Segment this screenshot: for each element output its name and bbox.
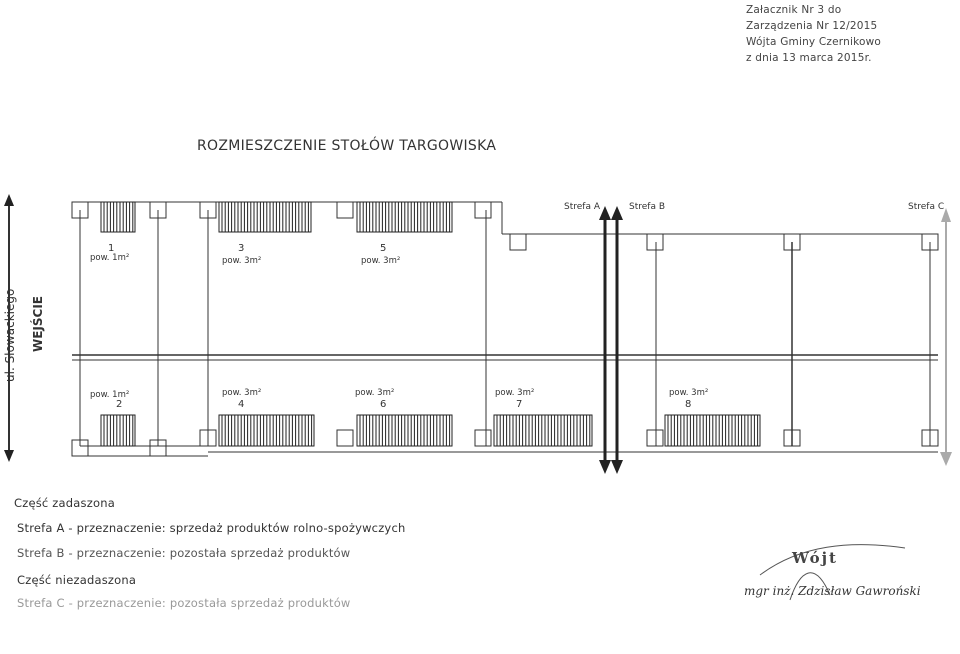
- stall-7-number: 7: [516, 399, 523, 410]
- entrance-arrow-down-icon: [4, 450, 14, 462]
- table-stall-1: [101, 202, 135, 232]
- stall-5-number: 5: [380, 243, 387, 254]
- stall-3-number: 3: [238, 243, 245, 254]
- table-stall-7: [494, 415, 592, 446]
- stall-8-number: 8: [685, 399, 692, 410]
- entrance-label: WEJŚCIE: [31, 295, 45, 352]
- zone-divider: [599, 206, 623, 474]
- table-stall-8: [665, 415, 760, 446]
- legend-zone-a: Strefa A - przeznaczenie: sprzedaż produktów rolno-spożywczych: [17, 521, 406, 535]
- signature-title: Wójt: [792, 549, 838, 567]
- zone-b-label: Strefa B: [629, 202, 665, 212]
- stall-tables: [101, 202, 760, 446]
- header-line-2: Zarządzenia Nr 12/2015: [746, 20, 878, 32]
- diagram-title: ROZMIESZCZENIE STOŁÓW TARGOWISKA: [197, 138, 497, 154]
- stall-7-area: pow. 3m²: [495, 388, 535, 398]
- entrance-arrow-up-icon: [4, 194, 14, 206]
- stall-2-area: pow. 1m²: [90, 390, 130, 400]
- header-line-4: z dnia 13 marca 2015r.: [746, 52, 872, 64]
- zone-arrow-up-icon: [599, 206, 611, 220]
- zone-arrow-down-icon: [599, 460, 611, 474]
- table-stall-4: [219, 415, 314, 446]
- table-stall-5: [357, 202, 452, 232]
- legend-zone-c: Strefa C - przeznaczenie: pozostała sprzedaż produktów: [17, 596, 351, 610]
- stall-6-area: pow. 3m²: [355, 388, 395, 398]
- street-label: ul. Słowackiego: [3, 288, 17, 382]
- stall-8-area: pow. 3m²: [669, 388, 709, 398]
- stall-1-area: pow. 1m²: [90, 253, 130, 263]
- legend-uncovered: Część niezadaszona: [17, 573, 137, 587]
- covered-hall: [72, 202, 938, 456]
- central-axis: [72, 355, 938, 360]
- stall-3-area: pow. 3m²: [222, 256, 262, 266]
- zone-arrow-down-icon-2: [611, 460, 623, 474]
- zone-arrow-up-icon-2: [611, 206, 623, 220]
- legend-covered: Część zadaszona: [14, 496, 115, 510]
- header-line-3: Wójta Gminy Czernikowo: [746, 36, 882, 48]
- zone-c-label: Strefa C: [908, 202, 945, 212]
- stall-4-number: 4: [238, 399, 245, 410]
- stall-2-number: 2: [116, 399, 123, 410]
- table-stall-6: [357, 415, 452, 446]
- pillars: [72, 202, 938, 456]
- stall-6-number: 6: [380, 399, 387, 410]
- stall-1-number: 1: [108, 243, 115, 254]
- table-stall-3: [219, 202, 311, 232]
- stall-5-area: pow. 3m²: [361, 256, 401, 266]
- zone-c-boundary: [940, 208, 952, 466]
- zone-a-label: Strefa A: [564, 202, 600, 212]
- legend-zone-b: Strefa B - przeznaczenie: pozostała sprzedaż produktów: [17, 546, 351, 560]
- signature-name: mgr inż. Zdzisław Gawroński: [744, 584, 921, 598]
- stall-4-area: pow. 3m²: [222, 388, 262, 398]
- header-line-1: Załacznik Nr 3 do: [746, 4, 842, 16]
- table-stall-2: [101, 415, 135, 446]
